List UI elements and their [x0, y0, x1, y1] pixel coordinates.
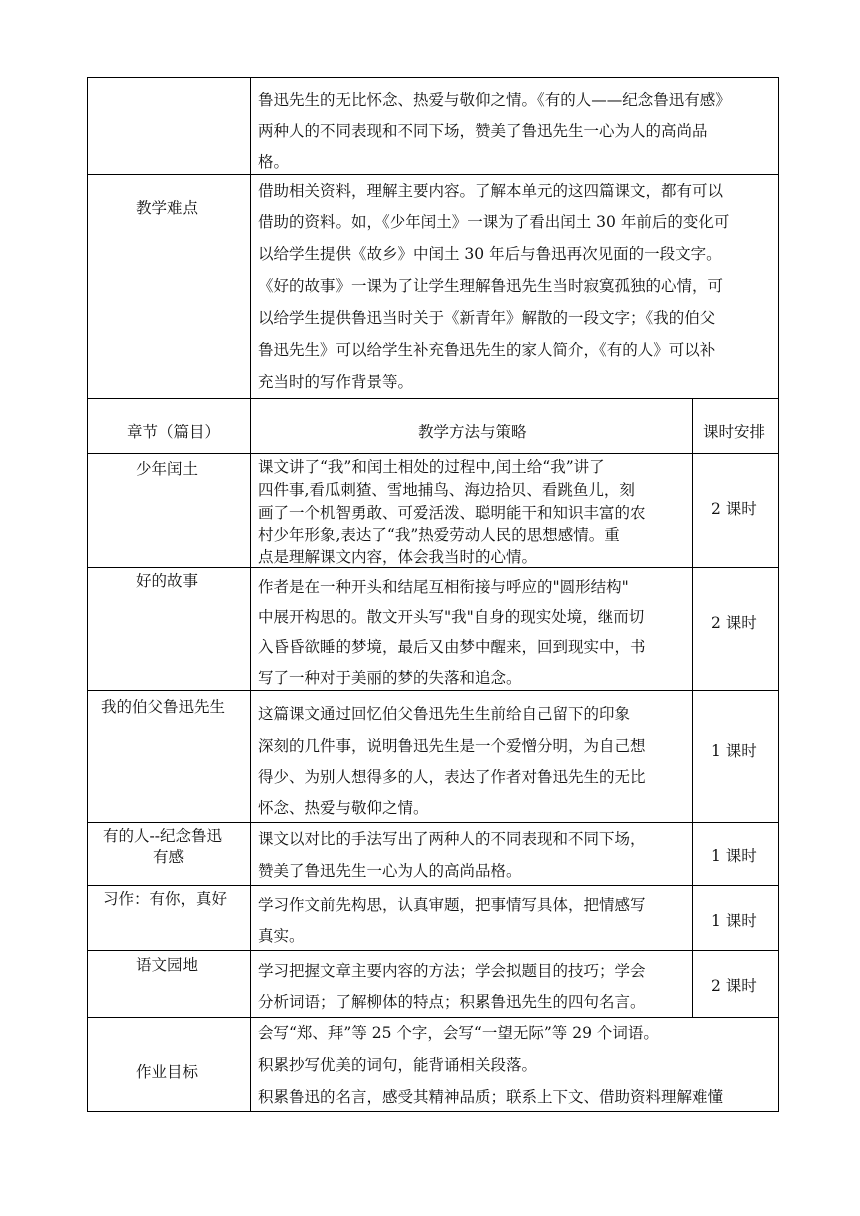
row-method-line: 得少、为别人想得多的人，表达了作者对鲁迅先生的无比	[258, 768, 646, 786]
row-method-line: 点是理解课文内容，体会我当时的心情。	[258, 548, 538, 566]
table-rule	[778, 77, 779, 1112]
difficulty-line: 借助的资料。如，《少年闰土》一课为了看出闰土 30 年前后的变化可	[258, 213, 730, 231]
table-rule	[87, 453, 779, 454]
row-method-line: 怀念、热爱与敬仰之情。	[258, 799, 429, 817]
table-rule	[87, 398, 779, 399]
table-rule	[87, 1111, 779, 1112]
table-rule	[87, 1017, 779, 1018]
row-method-line: 课文讲了“我”和闰土相处的过程中,闰土给“我”讲了	[258, 458, 605, 476]
row-method-line: 真实。	[258, 927, 305, 945]
row-method-line: 深刻的几件事，说明鲁迅先生是一个爱憎分明，为自己想	[258, 737, 646, 755]
row-hours: 2 课时	[711, 614, 757, 632]
row-hours: 2 课时	[711, 977, 757, 995]
difficulty-label: 教学难点	[136, 199, 199, 217]
row-hours: 1 课时	[711, 742, 757, 760]
homework-line: 积累鲁迅的名言，感受其精神品质；联系上下文、借助资料理解难懂	[258, 1088, 724, 1106]
table-rule	[250, 77, 251, 1112]
row-method-line: 分析词语；了解柳体的特点；积累鲁迅先生的四句名言。	[258, 993, 646, 1011]
table-rule	[87, 690, 779, 691]
row-method-line: 画了一个机智勇敢、可爱活泼、聪明能干和知识丰富的农	[258, 504, 646, 522]
row-method-line: 写了一种对于美丽的梦的失落和追念。	[258, 669, 522, 687]
row-title: 语文园地	[136, 956, 199, 974]
table-rule	[87, 822, 779, 823]
table-rule	[87, 950, 779, 951]
header-method: 教学方法与策略	[418, 423, 527, 441]
homework-label: 作业目标	[136, 1063, 199, 1081]
row-method-line: 学习作文前先构思，认真审题，把事情写具体，把情感写	[258, 896, 646, 914]
row-method-line: 课文以对比的手法写出了两种人的不同表现和不同下场，	[258, 830, 646, 848]
homework-line: 积累抄写优美的词句，能背诵相关段落。	[258, 1056, 538, 1074]
table-rule	[87, 174, 779, 175]
row-hours: 1 课时	[711, 847, 757, 865]
header-chapter: 章节（篇目）	[127, 423, 221, 441]
row-method-line: 作者是在一种开头和结尾互相衔接与呼应的"圆形结构"	[258, 578, 629, 596]
row-method-line: 村少年形象,表达了“我”热爱劳动人民的思想感情。重	[258, 526, 620, 544]
row-method-line: 学习把握文章主要内容的方法；学会拟题目的技巧；学会	[258, 962, 646, 980]
row-title: 习作：有你，真好	[103, 890, 228, 908]
row-title: 有感	[153, 848, 185, 866]
difficulty-line: 以给学生提供《故乡》中闰土 30 年后与鲁迅再次见面的一段文字。	[258, 245, 722, 263]
row-method-line: 四件事,看瓜刺猹、雪地捕鸟、海边拾贝、看跳鱼儿，刻	[258, 481, 635, 499]
difficulty-line: 充当时的写作背景等。	[258, 373, 414, 391]
table-rule	[692, 398, 693, 1018]
continuation-line: 两种人的不同表现和不同下场，赞美了鲁迅先生一心为人的高尚品	[258, 122, 708, 140]
row-method-line: 赞美了鲁迅先生一心为人的高尚品格。	[258, 862, 522, 880]
homework-line: 会写“郑、拜”等 25 个字，会写“一望无际”等 29 个词语。	[258, 1024, 659, 1042]
row-title: 少年闰土	[136, 460, 199, 478]
difficulty-line: 《好的故事》一课为了让学生理解鲁迅先生当时寂寞孤独的心情，可	[258, 277, 724, 295]
difficulty-line: 鲁迅先生》可以给学生补充鲁迅先生的家人简介，《有的人》可以补	[258, 341, 716, 359]
row-title: 有的人--纪念鲁迅	[103, 827, 222, 845]
row-method-line: 这篇课文通过回忆伯父鲁迅先生生前给自己留下的印象	[258, 705, 631, 723]
table-rule	[87, 567, 779, 568]
row-method-line: 中展开构思的。散文开头写"我"自身的现实处境，继而切	[258, 608, 645, 626]
row-title: 好的故事	[136, 572, 199, 590]
row-hours: 2 课时	[711, 500, 757, 518]
difficulty-line: 借助相关资料，理解主要内容。了解本单元的这四篇课文，都有可以	[258, 182, 724, 200]
row-title: 我的伯父鲁迅先生	[101, 698, 226, 716]
row-method-line: 入昏昏欲睡的梦境，最后又由梦中醒来，回到现实中，书	[258, 638, 646, 656]
table-rule	[87, 77, 88, 1112]
table-rule	[87, 885, 779, 886]
continuation-line: 格。	[258, 153, 290, 171]
table-rule	[87, 77, 779, 78]
header-hours: 课时安排	[703, 423, 766, 441]
continuation-line: 鲁迅先生的无比怀念、热爱与敬仰之情。《有的人——纪念鲁迅有感》	[258, 91, 731, 109]
row-hours: 1 课时	[711, 912, 757, 930]
difficulty-line: 以给学生提供鲁迅当时关于《新青年》解散的一段文字；《我的伯父	[258, 309, 716, 327]
